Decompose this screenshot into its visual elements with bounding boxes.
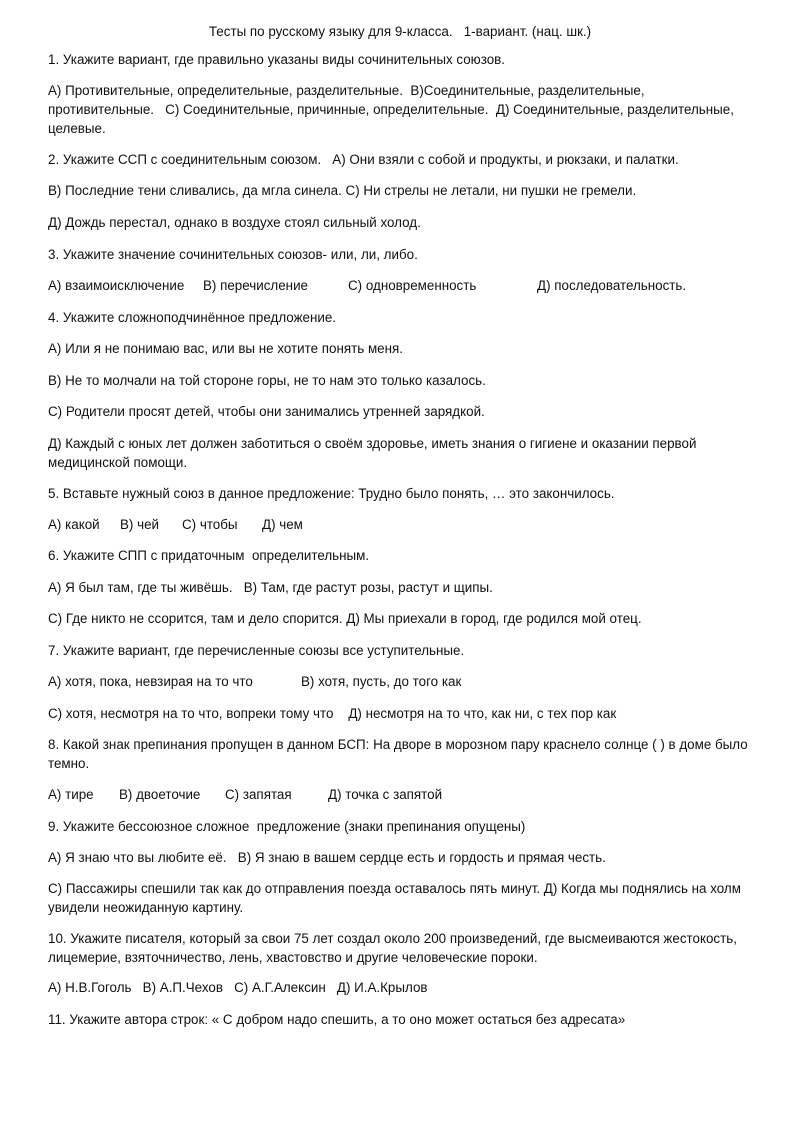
question-10: 10. Укажите писателя, который за свои 75 лет создал около 200 произведений, где высмеиваются жестокость, лицемерие, взяточничество, лень, хвастовство и другие человеческие пороки. — [48, 931, 741, 965]
question-11: 11. Укажите автора строк: « С добром надо спешить, а то оно может остаться без адресата» — [48, 1012, 626, 1027]
question-6-options-c-d: С) Где никто не ссорится, там и дело спорится. Д) Мы приехали в город, где родился мой отец. — [48, 611, 642, 626]
option-a: А) хотя, пока, невзирая на то что — [48, 674, 253, 689]
question-9-options-a-b: А) Я знаю что вы любите её. В) Я знаю в вашем сердце есть и гордость и прямая честь. — [48, 850, 606, 865]
option-c: С) чтобы — [182, 517, 238, 532]
question-6: 6. Укажите СПП с придаточным определительным. — [48, 548, 370, 563]
option-a: А) какой — [48, 517, 100, 532]
question-9: 9. Укажите бессоюзное сложное предложение (знаки препинания опущены) — [48, 819, 526, 834]
question-2-options-b-c: В) Последние тени сливались, да мгла синела. С) Ни стрелы не летали, ни пушки не гремели. — [48, 183, 637, 198]
option-b: В) чей — [120, 517, 160, 532]
question-2-option-d: Д) Дождь перестал, однако в воздухе стоял сильный холод. — [48, 215, 421, 230]
question-4: 4. Укажите сложноподчинённое предложение. — [48, 310, 337, 325]
question-1: 1. Укажите вариант, где правильно указаны виды сочинительных союзов. — [48, 52, 505, 67]
question-4-option-c: С) Родители просят детей, чтобы они занимались утренней зарядкой. — [48, 404, 485, 419]
option-b: В) перечисление — [203, 278, 308, 293]
question-6-options-a-b: А) Я был там, где ты живёшь. В) Там, где растут розы, растут и щипы. — [48, 580, 493, 595]
question-4-option-d: Д) Каждый с юных лет должен заботиться о своём здоровье, иметь знания о гигиене и оказании первой медицинской помощи. — [48, 436, 701, 470]
question-1-options: А) Противительные, определительные, разделительные. В)Соединительные, разделительные, противительные. С) Соединительные, причинные, определительные. Д) Соединительные, разделительные, целевые. — [48, 83, 738, 136]
question-4-option-b: В) Не то молчали на той стороне горы, не то нам это только казалось. — [48, 373, 486, 388]
question-10-options: А) Н.В.Гоголь В) А.П.Чехов С) А.Г.Алексин Д) И.А.Крылов — [48, 980, 428, 995]
page-title: Тесты по русскому языку для 9-класса. 1-вариант. (нац. шк.) — [208, 24, 592, 39]
question-3: 3. Укажите значение сочинительных союзов- или, ли, либо. — [48, 247, 418, 262]
question-5: 5. Вставьте нужный союз в данное предложение: Трудно было понять, … это закончилось. — [48, 486, 615, 501]
question-8: 8. Какой знак препинания пропущен в данном БСП: На дворе в морозном пару краснело солнце ( ) в доме было темно. — [48, 737, 752, 771]
option-a: А) взаимоисключение — [48, 278, 185, 293]
question-4-option-a: А) Или я не понимаю вас, или вы не хотите понять меня. — [48, 341, 403, 356]
question-2: 2. Укажите ССП с соединительным союзом. А) Они взяли с собой и продукты, и рюкзаки, и палатки. — [48, 152, 679, 167]
question-9-options-c-d: С) Пассажиры спешили так как до отправления поезда оставалось пять минут. Д) Когда мы поднялись на холм увидели неожиданную картину. — [48, 881, 745, 915]
question-7: 7. Укажите вариант, где перечисленные союзы все уступительные. — [48, 643, 465, 658]
option-b: В) двоеточие — [119, 787, 201, 802]
option-a: А) тире — [48, 787, 94, 802]
option-c: С) одновременность — [348, 278, 477, 293]
question-7-options-c-d: С) хотя, несмотря на то что, вопреки тому что Д) несмотря на то что, как ни, с тех пор как — [48, 706, 617, 721]
option-d: Д) чем — [262, 517, 303, 532]
option-b: В) хотя, пусть, до того как — [301, 674, 462, 689]
option-c: С) запятая — [225, 787, 292, 802]
option-d: Д) последовательность. — [537, 278, 687, 293]
option-d: Д) точка с запятой — [328, 787, 443, 802]
